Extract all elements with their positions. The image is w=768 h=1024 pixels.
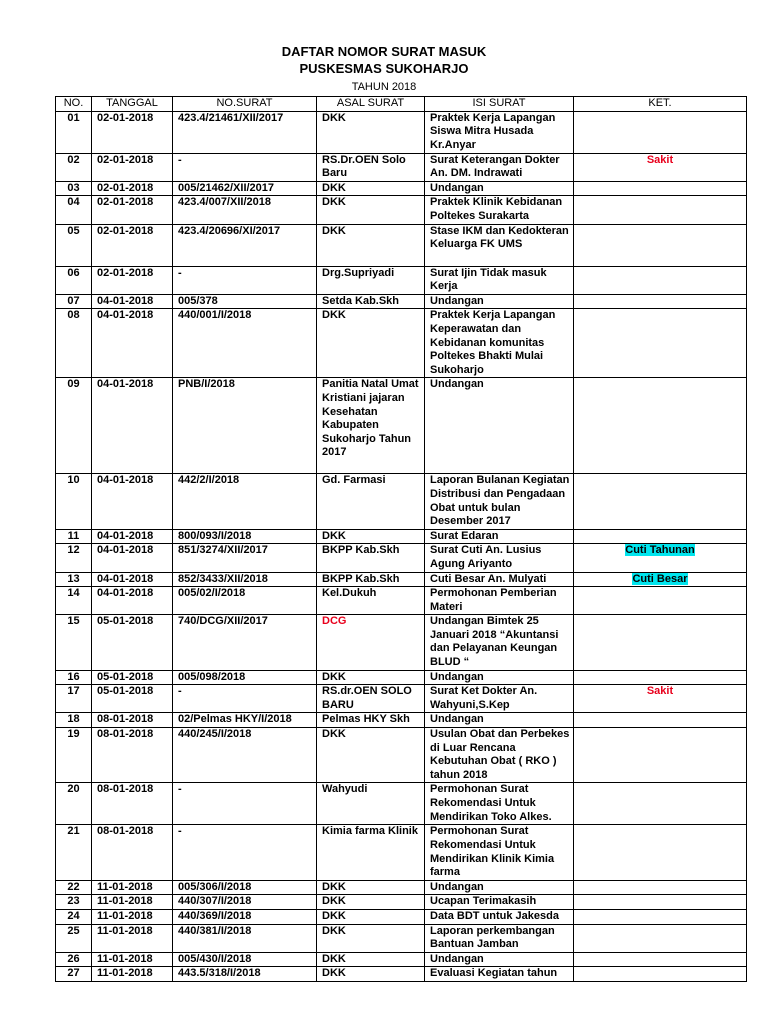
table-row — [56, 713, 747, 728]
cell-asal-surat: BKPP Kab.Skh — [317, 572, 425, 587]
cell-tanggal: 04-01-2018 — [92, 294, 173, 309]
cell-no-surat: - — [173, 266, 317, 294]
cell-no: 11 — [56, 529, 92, 544]
header-ket: KET. — [574, 97, 747, 112]
cell-no: 24 — [56, 909, 92, 924]
cell-no: 13 — [56, 572, 92, 587]
cell-no-surat: 005/306/I/2018 — [173, 880, 317, 895]
cell-ket — [574, 615, 747, 670]
cell-asal-surat: Setda Kab.Skh — [317, 294, 425, 309]
cell-no-surat: 851/3274/XII/2017 — [173, 544, 317, 572]
cell-tanggal: 11-01-2018 — [92, 967, 173, 982]
cell-no-surat: 005/02/I/2018 — [173, 587, 317, 615]
cell-no-surat: 005/098/2018 — [173, 670, 317, 685]
cell-asal-surat: DKK — [317, 529, 425, 544]
table-row — [56, 615, 747, 670]
cell-no: 03 — [56, 181, 92, 196]
cell-asal-surat: BKPP Kab.Skh — [317, 544, 425, 572]
header-asal-surat: ASAL SURAT — [317, 97, 425, 112]
cell-isi-surat: Cuti Besar An. Mulyati — [425, 572, 574, 587]
cell-no-surat: 442/2/I/2018 — [173, 474, 317, 529]
cell-no-surat: - — [173, 825, 317, 880]
cell-no-surat: 440/381/I/2018 — [173, 924, 317, 952]
table-row — [56, 224, 747, 266]
cell-isi-surat: Evaluasi Kegiatan tahun — [425, 967, 574, 982]
cell-asal-surat: Pelmas HKY Skh — [317, 713, 425, 728]
cell-no-surat: - — [173, 685, 317, 713]
table-row — [56, 111, 747, 153]
cell-no-surat: 852/3433/XII/2018 — [173, 572, 317, 587]
cell-isi-surat: Praktek Kerja Lapangan Keperawatan dan Kebidanan komunitas Poltekes Bhakti Mulai Sukoharjo — [425, 309, 574, 378]
cell-no: 07 — [56, 294, 92, 309]
cell-tanggal: 11-01-2018 — [92, 909, 173, 924]
cell-isi-surat: Ucapan Terimakasih — [425, 895, 574, 910]
cell-asal-surat: Wahyudi — [317, 783, 425, 825]
cell-isi-surat: Permohonan Pemberian Materi — [425, 587, 574, 615]
cell-tanggal: 05-01-2018 — [92, 670, 173, 685]
cell-asal-surat: Panitia Natal Umat Kristiani jajaran Kesehatan Kabupaten Sukoharjo Tahun 2017 — [317, 378, 425, 474]
cell-isi-surat: Undangan — [425, 952, 574, 967]
cell-ket — [574, 196, 747, 224]
cell-isi-surat: Undangan — [425, 670, 574, 685]
cell-no: 19 — [56, 728, 92, 783]
cell-asal-surat: DKK — [317, 196, 425, 224]
table-row — [56, 783, 747, 825]
cell-tanggal: 02-01-2018 — [92, 224, 173, 266]
table-row — [56, 685, 747, 713]
cell-ket — [574, 474, 747, 529]
table-row — [56, 728, 747, 783]
cell-tanggal: 04-01-2018 — [92, 378, 173, 474]
cell-ket — [574, 825, 747, 880]
cell-isi-surat: Stase IKM dan Kedokteran Keluarga FK UMS — [425, 224, 574, 266]
cell-asal-surat: Kimia farma Klinik — [317, 825, 425, 880]
cell-no: 26 — [56, 952, 92, 967]
cell-isi-surat: Praktek Klinik Kebidanan Poltekes Surakarta — [425, 196, 574, 224]
table-row — [56, 153, 747, 181]
cell-tanggal: 11-01-2018 — [92, 952, 173, 967]
cell-tanggal: 04-01-2018 — [92, 587, 173, 615]
cell-isi-surat: Permohonan Surat Rekomendasi Untuk Mendirikan Toko Alkes. — [425, 783, 574, 825]
table-row — [56, 196, 747, 224]
table-row — [56, 474, 747, 529]
cell-ket — [574, 685, 747, 713]
cell-tanggal: 08-01-2018 — [92, 713, 173, 728]
cell-tanggal: 04-01-2018 — [92, 529, 173, 544]
cell-tanggal: 05-01-2018 — [92, 685, 173, 713]
table-header-row — [56, 97, 747, 112]
cell-no-surat: 800/093/I/2018 — [173, 529, 317, 544]
cell-isi-surat: Undangan — [425, 713, 574, 728]
cell-no: 05 — [56, 224, 92, 266]
cell-tanggal: 08-01-2018 — [92, 825, 173, 880]
cell-asal-surat: DKK — [317, 111, 425, 153]
cell-no: 14 — [56, 587, 92, 615]
document-title: DAFTAR NOMOR SURAT MASUK — [281, 44, 487, 59]
cell-asal-surat: DKK — [317, 670, 425, 685]
cell-no: 08 — [56, 309, 92, 378]
cell-isi-surat: Undangan — [425, 294, 574, 309]
table-row — [56, 181, 747, 196]
cell-no-surat: 423.4/20696/XI/2017 — [173, 224, 317, 266]
cell-asal-surat: DKK — [317, 924, 425, 952]
cell-tanggal: 04-01-2018 — [92, 572, 173, 587]
cell-asal-surat: DKK — [317, 224, 425, 266]
cell-ket — [574, 309, 747, 378]
cell-isi-surat: Praktek Kerja Lapangan Siswa Mitra Husada Kr.Anyar — [425, 111, 574, 153]
cell-ket — [574, 880, 747, 895]
cell-asal-surat: DKK — [317, 967, 425, 982]
cell-isi-surat: Laporan Bulanan Kegiatan Distribusi dan Pengadaan Obat untuk bulan Desember 2017 — [425, 474, 574, 529]
table-row — [56, 952, 747, 967]
cell-no-surat: 443.5/318/I/2018 — [173, 967, 317, 982]
cell-no: 20 — [56, 783, 92, 825]
cell-ket — [574, 924, 747, 952]
table-row — [56, 909, 747, 924]
cell-ket — [574, 266, 747, 294]
cell-no-surat: 005/21462/XII/2017 — [173, 181, 317, 196]
cell-asal-surat: RS.dr.OEN SOLO BARU — [317, 685, 425, 713]
cell-isi-surat: Surat Cuti An. Lusius Agung Ariyanto — [425, 544, 574, 572]
cell-tanggal: 04-01-2018 — [92, 309, 173, 378]
table-row — [56, 544, 747, 572]
cell-no: 09 — [56, 378, 92, 474]
cell-ket — [574, 294, 747, 309]
cell-no-surat: - — [173, 153, 317, 181]
table-row — [56, 825, 747, 880]
cell-isi-surat: Undangan Bimtek 25 Januari 2018 “Akuntansi dan Pelayanan Keungan BLUD “ — [425, 615, 574, 670]
cell-no: 02 — [56, 153, 92, 181]
status-badge: Cuti Tahunan — [625, 544, 695, 557]
cell-ket — [574, 572, 747, 587]
cell-asal-text: DCG — [322, 615, 347, 628]
table-row — [56, 266, 747, 294]
cell-asal-surat: DKK — [317, 728, 425, 783]
cell-ket — [574, 224, 747, 266]
status-badge: Sakit — [646, 153, 674, 166]
cell-isi-surat: Data BDT untuk Jakesda — [425, 909, 574, 924]
cell-no: 21 — [56, 825, 92, 880]
cell-tanggal: 02-01-2018 — [92, 181, 173, 196]
cell-ket — [574, 909, 747, 924]
cell-ket — [574, 587, 747, 615]
cell-no: 25 — [56, 924, 92, 952]
cell-tanggal: 02-01-2018 — [92, 196, 173, 224]
table-row — [56, 924, 747, 952]
table-row — [56, 378, 747, 474]
cell-tanggal: 02-01-2018 — [92, 111, 173, 153]
cell-tanggal: 02-01-2018 — [92, 153, 173, 181]
cell-isi-surat: Surat Edaran — [425, 529, 574, 544]
cell-tanggal: 11-01-2018 — [92, 924, 173, 952]
cell-no-surat: 423.4/21461/XII/2017 — [173, 111, 317, 153]
cell-tanggal: 11-01-2018 — [92, 895, 173, 910]
cell-asal-surat: DKK — [317, 952, 425, 967]
cell-ket — [574, 544, 747, 572]
cell-no-surat: 005/430/I/2018 — [173, 952, 317, 967]
cell-no-surat: 005/378 — [173, 294, 317, 309]
cell-no: 01 — [56, 111, 92, 153]
cell-asal-surat: DKK — [317, 309, 425, 378]
document-year: TAHUN 2018 — [351, 81, 417, 93]
cell-asal-surat: Gd. Farmasi — [317, 474, 425, 529]
cell-tanggal: 04-01-2018 — [92, 544, 173, 572]
cell-no-surat: 740/DCG/XII/2017 — [173, 615, 317, 670]
cell-asal-surat: Drg.Supriyadi — [317, 266, 425, 294]
table-row — [56, 309, 747, 378]
table-row — [56, 967, 747, 982]
cell-ket — [574, 713, 747, 728]
cell-isi-surat: Usulan Obat dan Perbekes di Luar Rencana Kebutuhan Obat ( RKO ) tahun 2018 — [425, 728, 574, 783]
cell-no: 04 — [56, 196, 92, 224]
cell-isi-surat: Surat Ijin Tidak masuk Kerja — [425, 266, 574, 294]
cell-no: 27 — [56, 967, 92, 982]
cell-asal-surat — [317, 615, 425, 670]
cell-no-surat: 440/369/I/2018 — [173, 909, 317, 924]
cell-tanggal: 02-01-2018 — [92, 266, 173, 294]
cell-no: 10 — [56, 474, 92, 529]
cell-ket — [574, 378, 747, 474]
cell-tanggal: 05-01-2018 — [92, 615, 173, 670]
cell-ket — [574, 153, 747, 181]
cell-no-surat: 440/307/I/2018 — [173, 895, 317, 910]
table-row — [56, 529, 747, 544]
cell-isi-surat: Undangan — [425, 378, 574, 474]
cell-no-surat: PNB/I/2018 — [173, 378, 317, 474]
cell-ket — [574, 952, 747, 967]
cell-tanggal: 08-01-2018 — [92, 783, 173, 825]
table-row — [56, 880, 747, 895]
cell-no-surat: 440/001/I/2018 — [173, 309, 317, 378]
cell-ket — [574, 895, 747, 910]
cell-asal-surat: DKK — [317, 880, 425, 895]
incoming-letters-table — [55, 96, 747, 982]
cell-asal-surat: DKK — [317, 181, 425, 196]
status-badge: Sakit — [646, 685, 674, 698]
cell-no: 17 — [56, 685, 92, 713]
cell-isi-surat: Surat Keterangan Dokter An. DM. Indrawati — [425, 153, 574, 181]
header-no: NO. — [56, 97, 92, 112]
cell-ket — [574, 670, 747, 685]
cell-no: 06 — [56, 266, 92, 294]
cell-no: 15 — [56, 615, 92, 670]
header-no-surat: NO.SURAT — [173, 97, 317, 112]
table-row — [56, 587, 747, 615]
cell-isi-surat: Laporan perkembangan Bantuan Jamban — [425, 924, 574, 952]
cell-asal-surat: RS.Dr.OEN Solo Baru — [317, 153, 425, 181]
header-isi-surat: ISI SURAT — [425, 97, 574, 112]
cell-ket — [574, 111, 747, 153]
cell-no: 16 — [56, 670, 92, 685]
cell-ket — [574, 783, 747, 825]
table-row — [56, 572, 747, 587]
status-badge: Cuti Besar — [632, 572, 688, 585]
cell-asal-surat: DKK — [317, 909, 425, 924]
cell-no: 18 — [56, 713, 92, 728]
cell-isi-surat: Surat Ket Dokter An. Wahyuni,S.Kep — [425, 685, 574, 713]
document-subtitle: PUSKESMAS SUKOHARJO — [299, 61, 469, 76]
cell-no-surat: - — [173, 783, 317, 825]
cell-asal-surat: DKK — [317, 895, 425, 910]
cell-ket — [574, 181, 747, 196]
cell-ket — [574, 728, 747, 783]
cell-tanggal: 08-01-2018 — [92, 728, 173, 783]
cell-ket — [574, 967, 747, 982]
cell-tanggal: 04-01-2018 — [92, 474, 173, 529]
cell-isi-surat: Undangan — [425, 181, 574, 196]
cell-no-surat: 423.4/007/XII/2018 — [173, 196, 317, 224]
table-row — [56, 294, 747, 309]
table-row — [56, 670, 747, 685]
cell-asal-surat: Kel.Dukuh — [317, 587, 425, 615]
table-row — [56, 895, 747, 910]
cell-isi-surat: Permohonan Surat Rekomendasi Untuk Mendirikan Klinik Kimia farma — [425, 825, 574, 880]
cell-ket — [574, 529, 747, 544]
cell-tanggal: 11-01-2018 — [92, 880, 173, 895]
header-tanggal: TANGGAL — [92, 97, 173, 112]
cell-no-surat: 440/245/I/2018 — [173, 728, 317, 783]
cell-no: 22 — [56, 880, 92, 895]
cell-no-surat: 02/Pelmas HKY/I/2018 — [173, 713, 317, 728]
cell-no: 12 — [56, 544, 92, 572]
cell-no: 23 — [56, 895, 92, 910]
cell-isi-surat: Undangan — [425, 880, 574, 895]
